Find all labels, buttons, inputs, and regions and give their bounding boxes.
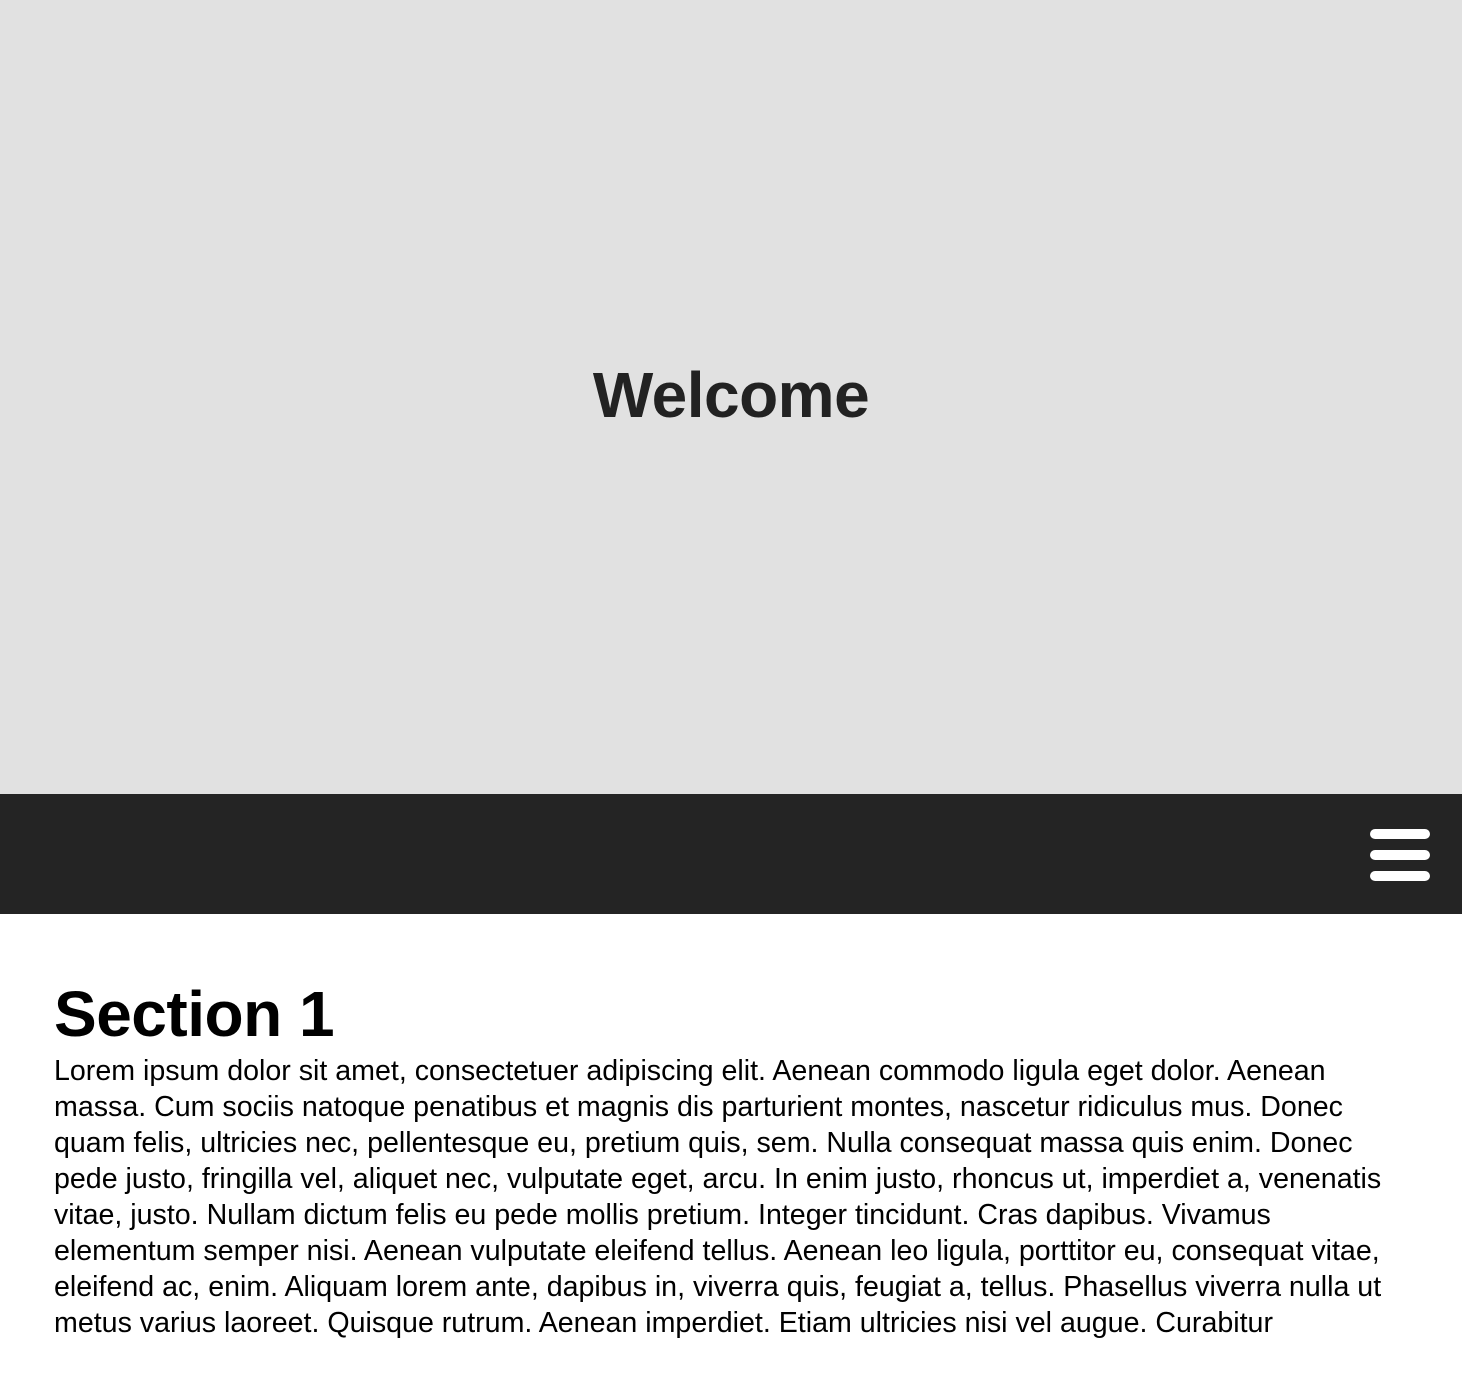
- navbar: [0, 794, 1462, 914]
- section-title: Section 1: [54, 978, 335, 1050]
- section-text: Lorem ipsum dolor sit amet, consectetuer adipiscing elit. Aenean commodo ligula eget dolor. Aenean massa. Cum sociis natoque penatibus et magnis dis parturient montes, nascetur ridiculus mus. Donec quam felis, ultricies nec, pellentesque eu, pretium quis, sem. Nulla consequat massa quis enim. Donec pede justo, fringilla vel, aliquet nec, vulputate eget, arcu. In enim justo, rhoncus ut, imperdiet a, venenatis vitae, justo. Nullam dictum felis eu pede mollis pretium. Integer tincidunt. Cras dapibus. Vivamus elementum semper nisi. Aenean vulputate eleifend tellus. Aenean leo ligula, porttitor eu, consequat vitae, eleifend ac, enim. Aliquam lorem ante, dapibus in, viverra quis, feugiat a, tellus. Phasellus viverra nulla ut metus varius laoreet. Quisque rutrum. Aenean imperdiet. Etiam ultricies nisi vel augue. Curabitur: [54, 1055, 1382, 1339]
- main-content: [54, 914, 1416, 1341]
- section-1: [54, 914, 1416, 1341]
- hero-title: Welcome: [592, 359, 870, 431]
- menu-button[interactable]: [1362, 820, 1438, 886]
- hamburger-menu-icon: [1370, 829, 1430, 881]
